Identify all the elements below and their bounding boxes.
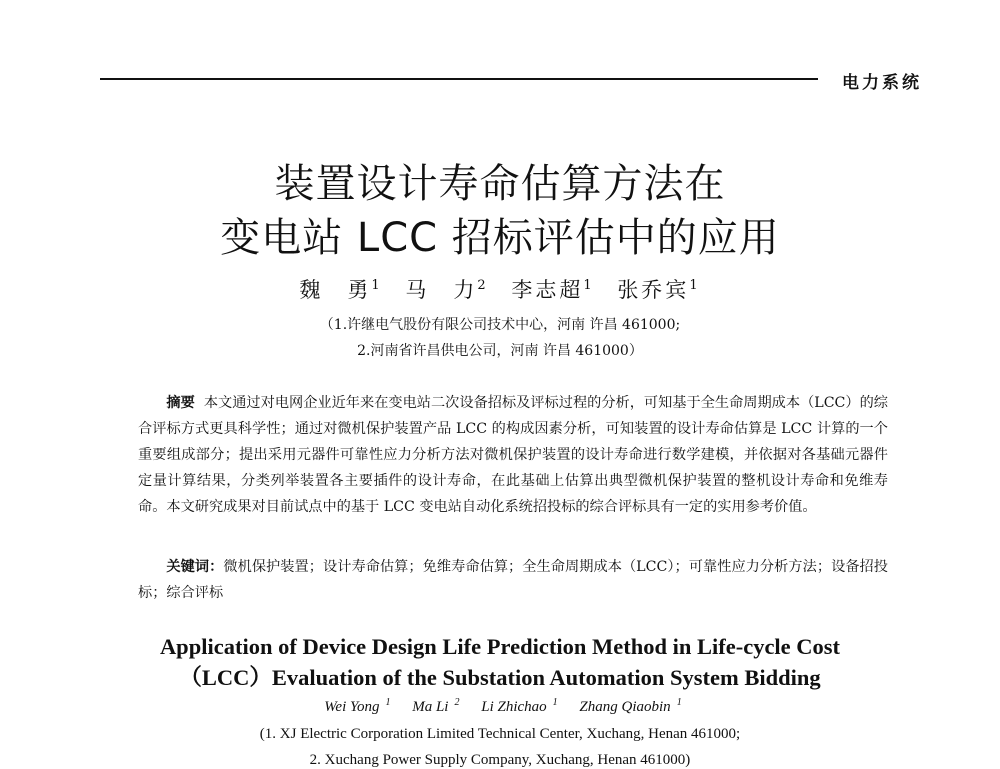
english-affiliation-line-1: (1. XJ Electric Corporation Limited Technical Center, Xuchang, Henan 461000; — [259, 726, 741, 742]
english-title-line-1: Application of Device Design Life Prediction Method in Life-cycle Cost — [159, 634, 841, 659]
english-author: Zhang Qiaobin $^1$ — [579, 697, 682, 715]
abstract-label: 摘要 — [166, 395, 195, 411]
author: 李志超$^1$ — [511, 278, 595, 302]
header-rule — [100, 78, 818, 80]
author: 魏 勇$^1$ — [299, 278, 383, 302]
abstract — [138, 390, 888, 520]
author: 马 力$^2$ — [405, 278, 489, 302]
keywords-text: 微机保护装置；设计寿命估算；免维寿命估算；全生命周期成本（LCC）；可靠性应力分析方法；设备招投标；综合评标 — [138, 559, 888, 601]
affiliation-line-1: （1.许继电气股份有限公司技术中心，河南 许昌 461000; — [319, 317, 681, 333]
author: 张乔宾$^1$ — [617, 278, 701, 302]
keywords — [138, 554, 888, 606]
english-title-line-2: （LCC）Evaluation of the Substation Automation System Bidding — [179, 665, 821, 690]
english-author: Li Zhichao $^1$ — [481, 697, 558, 715]
title-line-2: 变电站 LCC 招标评估中的应用 — [220, 215, 780, 261]
english-author: Wei Yong $^1$ — [324, 697, 391, 715]
affiliation-line-2: 2.河南省许昌供电公司，河南 许昌 461000） — [357, 343, 643, 359]
english-affiliation-line-2: 2. Xuchang Power Supply Company, Xuchang, Henan 461000) — [309, 752, 691, 768]
abstract-text: 本文通过对电网企业近年来在变电站二次设备招标及评标过程的分析，可知基于全生命周期成本（LCC）的综合评标方式更具科学性；通过对微机保护装置产品 LCC 的构成因素分析，可知装置的设计寿命估算是 LCC 计算的一个重要组成部分；提出采用元器件可靠性应力分析方法对微机保护装置的设计寿命进行数学建模，并依据对各基础元器件定量计算结果，分类列举装置各主要插件的设计寿命，在此基础上估算出典型微机保护装置的整机设计寿命和免维寿命。本文研究成果对目前试点中的基于 LCC 变电站自动化系统招投标的综合评标具有一定的实用参考价值。 — [138, 395, 888, 515]
keywords-label: 关键词： — [166, 559, 224, 575]
title-line-1: 装置设计寿命估算方法在 — [274, 161, 726, 207]
english-author-list — [0, 697, 1000, 716]
english-author: Ma Li $^2$ — [412, 697, 460, 715]
author-list — [0, 274, 1000, 304]
section-label: 电力系统 — [842, 73, 922, 93]
